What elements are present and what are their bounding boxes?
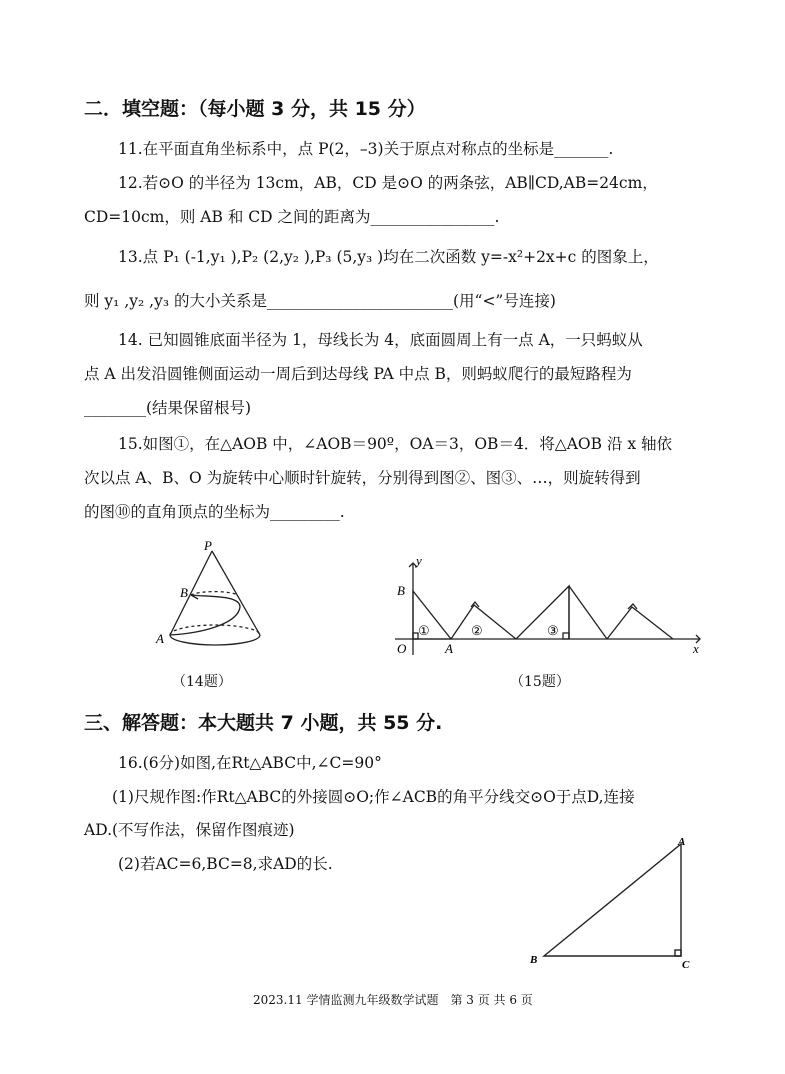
label-circle-1: ① bbox=[418, 623, 430, 638]
label-circle-3: ③ bbox=[547, 623, 559, 638]
question-15-line1: 15.如图①，在△AOB 中，∠AOB＝90º，OA＝3，OB＝4．将△AOB 沿 x 轴依 bbox=[118, 435, 673, 453]
label-o: O bbox=[397, 641, 407, 656]
question-16-part1-line1: (1)尺规作图:作Rt△ABC的外接圆⊙O;作∠ACB的角平分线交⊙O于点D,连接 bbox=[112, 788, 635, 806]
question-14-line1: 14. 已知圆锥底面半径为 1，母线长为 4，底面圆周上有一点 A，一只蚂蚁从 bbox=[118, 331, 643, 349]
label-x: x bbox=[693, 641, 699, 656]
fig14-caption: （14题） bbox=[172, 674, 232, 690]
label-a: A bbox=[445, 641, 453, 656]
rotation-figure bbox=[385, 555, 715, 660]
label-a: A bbox=[678, 836, 686, 848]
question-13-line1: 13.点 P₁ (-1,y₁ ),P₂ (2,y₂ ),P₃ (5,y₃ )均在二次函数 y=-x²+2x+c 的图象上， bbox=[118, 248, 659, 266]
question-13-line2: 则 y₁ ,y₂ ,y₃ 的大小关系是________________________(用“<”号连接) bbox=[84, 292, 556, 310]
cone-left-edge bbox=[170, 551, 212, 635]
cone-base-front bbox=[170, 635, 260, 645]
label-b: B bbox=[530, 954, 538, 966]
cone-right-edge bbox=[212, 551, 260, 635]
right-angle-3 bbox=[563, 633, 569, 639]
section2-heading: 二．填空题：（每小题 3 分，共 15 分） bbox=[84, 98, 426, 120]
question-15-line2: 次以点 A、B、O 为旋转中心顺时针旋转，分别得到图②、图③、…，则旋转得到 bbox=[84, 469, 641, 487]
question-12-line1: 12.若⊙O 的半径为 13cm，AB，CD 是⊙O 的两条弦，AB∥CD,AB=24cm， bbox=[118, 174, 658, 192]
triangle-abc bbox=[544, 844, 681, 956]
question-14-line2: 点 A 出发沿圆锥侧面运动一周后到达母线 PA 中点 B，则蚂蚁爬行的最短路程为 bbox=[84, 365, 632, 383]
cone-label-b: B bbox=[180, 585, 188, 600]
triangle-2 bbox=[451, 605, 516, 639]
cone-label-a: A bbox=[156, 631, 164, 646]
label-c: C bbox=[682, 959, 690, 971]
page-footer: 2023.11 学情监测九年级数学试题 第 3 页 共 6 页 bbox=[253, 993, 533, 1007]
question-15-line3: 的图⑩的直角顶点的坐标为_________. bbox=[84, 503, 345, 521]
question-16-title: 16.(6分)如图,在Rt△ABC中,∠C=90° bbox=[118, 754, 382, 772]
label-circle-2: ② bbox=[471, 623, 483, 638]
triangle-4 bbox=[607, 607, 673, 639]
right-angle-c bbox=[675, 950, 681, 956]
cone-label-p: P bbox=[204, 538, 212, 553]
right-triangle-figure bbox=[522, 832, 702, 972]
cone-middle-dashed bbox=[191, 592, 238, 595]
cone-figure bbox=[150, 535, 280, 670]
fig15-caption: （15题） bbox=[510, 674, 570, 690]
question-12-line2: CD=10cm，则 AB 和 CD 之间的距离为________________. bbox=[84, 208, 500, 226]
right-angle-4 bbox=[628, 604, 637, 609]
question-16-part1-line2: AD.(不写作法，保留作图痕迹) bbox=[84, 821, 295, 839]
triangle-3 bbox=[516, 586, 569, 639]
question-11: 11.在平面直角坐标系中，点 P(2，–3)关于原点对称点的坐标是_______. bbox=[118, 140, 614, 158]
question-16-part2: (2)若AC=6,BC=8,求AD的长. bbox=[118, 855, 333, 873]
label-b: B bbox=[397, 583, 405, 598]
label-y: y bbox=[416, 555, 422, 568]
question-14-line3: ________(结果保留根号) bbox=[84, 399, 252, 417]
section3-heading: 三、解答题：本大题共 7 小题，共 55 分. bbox=[84, 712, 443, 734]
triangle-4-side bbox=[569, 586, 607, 639]
